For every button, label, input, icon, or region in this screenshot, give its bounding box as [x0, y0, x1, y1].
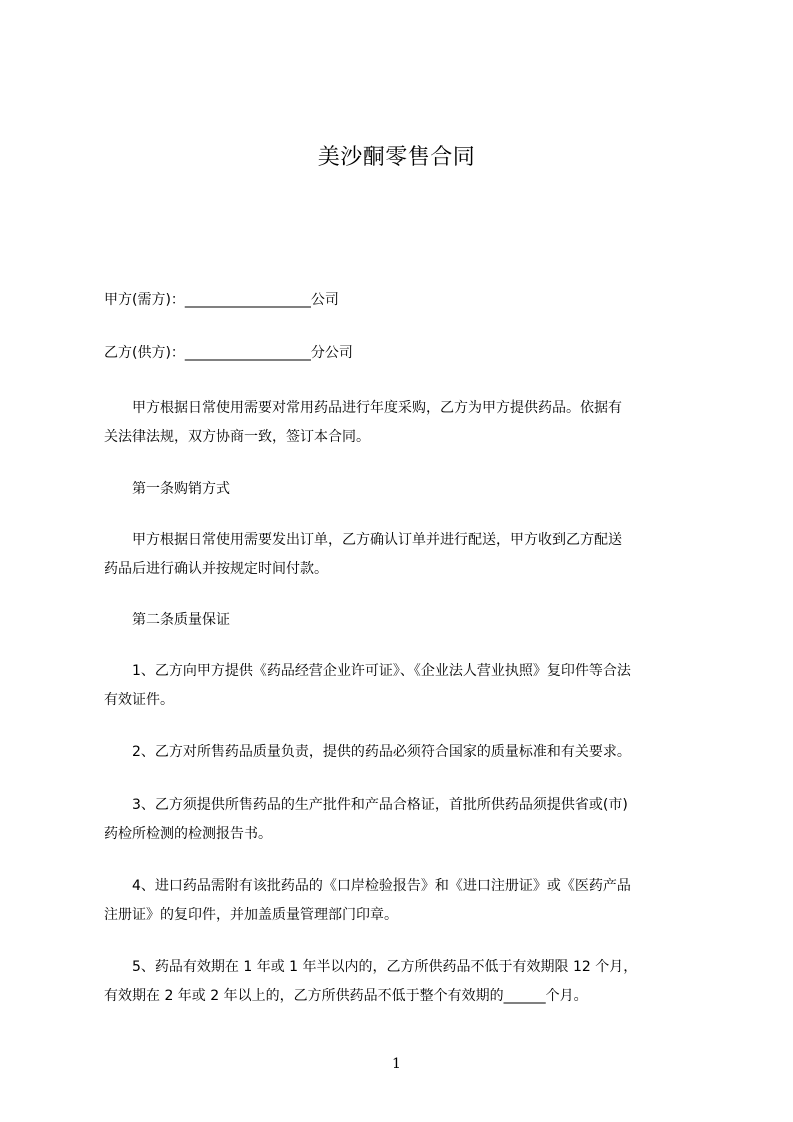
page-number: 1: [392, 1056, 401, 1072]
document-title: 美沙酮零售合同: [317, 145, 476, 170]
clause-3-line-2: 药检所检测的检测报告书。: [104, 826, 272, 842]
party-b-line: 乙方(供方)：__________________分公司: [104, 345, 353, 361]
clause-4-line-2: 注册证》的复印件，并加盖质量管理部门印章。: [104, 907, 398, 923]
article-1-line-1: 甲方根据日常使用需要发出订单，乙方确认订单并进行配送，甲方收到乙方配送: [104, 532, 622, 548]
intro-line-1: 甲方根据日常使用需要对常用药品进行年度采购，乙方为甲方提供药品。依据有: [104, 400, 622, 416]
clause-4-paragraph: [104, 872, 704, 930]
article-1-paragraph: [104, 526, 704, 584]
clause-2-line-1: 2、乙方对所售药品质量负责，提供的药品必须符合国家的质量标准和有关要求。: [104, 744, 631, 760]
clause-5-line-2: 有效期在 2 年或 2 年以上的，乙方所供药品不低于整个有效期的______个月。: [104, 988, 588, 1004]
intro-line-2: 关法律法规，双方协商一致，签订本合同。: [104, 429, 370, 445]
clause-5-line-1: 5、药品有效期在 1 年或 1 年半以内的，乙方所供药品不低于有效期限 12 个月，: [104, 959, 638, 975]
clause-2-paragraph: [104, 738, 704, 767]
clause-1-line-1: 1、乙方向甲方提供《药品经营企业许可证》、《企业法人营业执照》复印件等合法: [104, 663, 631, 679]
clause-5-paragraph: [104, 953, 704, 1011]
clause-1-line-2: 有效证件。: [104, 692, 174, 708]
clause-3-line-1: 3、乙方须提供所售药品的生产批件和产品合格证，首批所供药品须提供省或(市): [104, 797, 628, 813]
party-a-line: 甲方(需方)：__________________公司: [104, 292, 339, 308]
clause-3-paragraph: [104, 791, 704, 849]
clause-1-paragraph: [104, 657, 704, 715]
article-1-line-2: 药品后进行确认并按规定时间付款。: [104, 561, 328, 577]
clause-4-line-1: 4、进口药品需附有该批药品的《口岸检验报告》和《进口注册证》或《医药产品: [104, 878, 631, 894]
intro-paragraph: [104, 394, 704, 452]
article-1-heading: 第一条购销方式: [104, 481, 230, 497]
article-2-heading: 第二条质量保证: [104, 612, 230, 628]
